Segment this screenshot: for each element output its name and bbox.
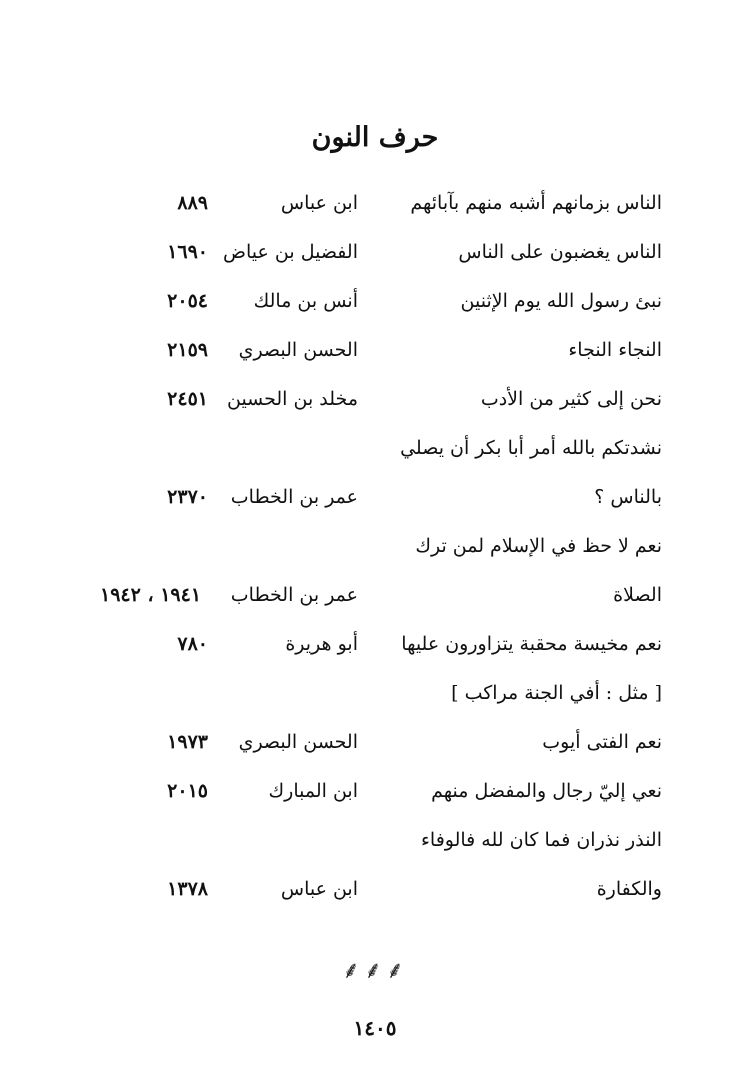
entry-narrator: ابن المبارك (268, 780, 358, 802)
entry-ref: ٢٣٧٠ (167, 486, 208, 508)
entry-ref: ١٩٧٣ (167, 731, 208, 753)
entry-row (0, 281, 750, 321)
entry-text: الصلاة (613, 584, 662, 606)
entry-ref: ١٦٩٠ (167, 241, 208, 263)
entry-ref: ٢٤٥١ (167, 388, 208, 410)
entry-narrator: ابن عباس (280, 878, 358, 900)
entries-table (0, 183, 750, 918)
entry-text: نشدتكم بالله أمر أبا بكر أن يصلي (400, 437, 662, 459)
entry-ref: ١٩٤١ ، ١٩٤٢ (100, 584, 202, 606)
entry-row (0, 232, 750, 272)
entry-narrator: أبو هريرة (285, 633, 358, 655)
entry-row (0, 771, 750, 811)
entry-ref: ٢١٥٩ (167, 339, 208, 361)
entry-row (0, 624, 750, 664)
entry-row (0, 673, 750, 713)
entry-row (0, 477, 750, 517)
entry-text: نحن إلى كثير من الأدب (480, 388, 662, 410)
entry-ref: ٢٠١٥ (167, 780, 208, 802)
entry-narrator: أنس بن مالك (253, 290, 358, 312)
entry-text: الناس بزمانهم أشبه منهم بآبائهم (410, 192, 662, 214)
entry-row (0, 820, 750, 860)
entry-row (0, 379, 750, 419)
entry-text: [ مثل : أفي الجنة مراكب ] (451, 682, 662, 704)
entry-row (0, 575, 750, 615)
entry-row (0, 869, 750, 909)
entry-ref: ٨٨٩ (177, 192, 208, 214)
entry-narrator: الفضيل بن عياض (223, 241, 358, 263)
entry-ref: ٢٠٥٤ (167, 290, 208, 312)
entry-text: نعم مخيسة محقبة يتزاورون عليها (401, 633, 662, 655)
entry-row (0, 722, 750, 762)
entry-text: نعم لا حظ في الإسلام لمن ترك (415, 535, 662, 557)
entry-text: النجاء النجاء (568, 339, 662, 361)
entry-narrator: عمر بن الخطاب (230, 584, 358, 606)
entry-narrator: الحسن البصري (238, 339, 358, 361)
entry-row (0, 526, 750, 566)
entry-text: نعي إليّ رجال والمفضل منهم (431, 780, 662, 802)
entry-text: نبئ رسول الله يوم الإثنين (460, 290, 662, 312)
section-end-ornament: ⸙⸙⸙ (342, 956, 408, 984)
entry-text: والكفارة (596, 878, 662, 900)
entry-ref: ١٣٧٨ (167, 878, 208, 900)
entry-text: نعم الفتى أيوب (542, 731, 662, 753)
entry-row (0, 183, 750, 223)
entry-narrator: ابن عباس (280, 192, 358, 214)
entry-narrator: مخلد بن الحسين (226, 388, 358, 410)
page-number: ١٤٠٥ (353, 1016, 397, 1040)
entry-row (0, 428, 750, 468)
entry-row (0, 330, 750, 370)
page-title: حرف النون (311, 122, 439, 153)
entry-text: الناس يغضبون على الناس (458, 241, 662, 263)
entry-narrator: الحسن البصري (238, 731, 358, 753)
entry-text: النذر نذران فما كان لله فالوفاء (420, 829, 662, 851)
entry-text: بالناس ؟ (594, 486, 662, 508)
entry-ref: ٧٨٠ (177, 633, 208, 655)
entry-narrator: عمر بن الخطاب (230, 486, 358, 508)
